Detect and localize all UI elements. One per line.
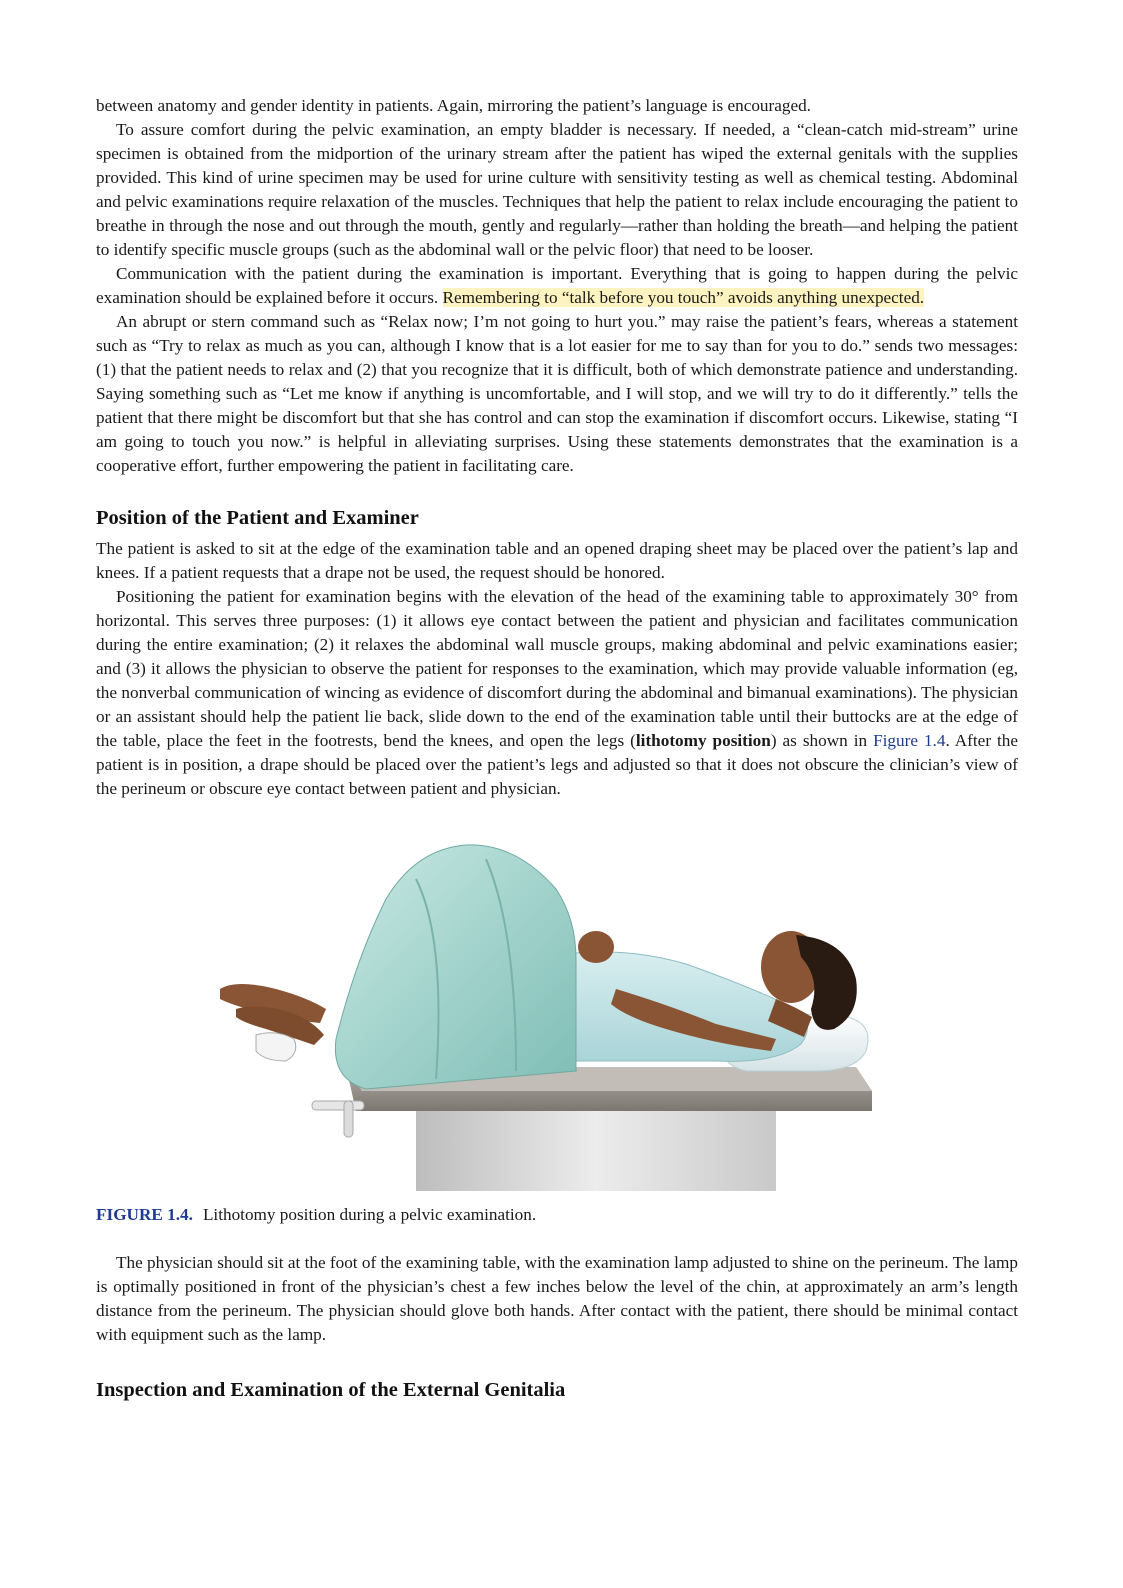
- section-heading-inspection: Inspection and Examination of the External Genitalia: [96, 1379, 566, 1401]
- drape-sheet: [335, 845, 576, 1089]
- positioning-text-end: . After the patient is in position, a drape should be placed over the patient’s legs and adjusted so that it does not obscure the clinician’s view of the perineum or obscure eye contact between patient and physician.: [96, 731, 1019, 798]
- patient-hand: [578, 931, 614, 963]
- figure-caption-text: Lithotomy position during a pelvic examination.: [202, 1205, 537, 1224]
- paragraph-sit-edge: The patient is asked to sit at the edge of the examination table and an opened draping sheet may be placed over the patient’s lap and knees. If a patient requests that a drape not be used, the request should be honored.: [96, 539, 1018, 582]
- paragraph-intro: between anatomy and gender identity in patients. Again, mirroring the patient’s language is encouraged.: [96, 96, 811, 115]
- table-base: [416, 1099, 776, 1191]
- section-heading-position: Position of the Patient and Examiner: [96, 507, 419, 529]
- figure-lithotomy: [96, 839, 1018, 1191]
- stirrup-rod: [312, 1101, 364, 1110]
- lithotomy-term: lithotomy position: [635, 731, 771, 750]
- paragraph-abrupt-command: An abrupt or stern command such as “Relax now; I’m not going to hurt you.” may raise the patient’s fears, whereas a statement such as “Try to relax as much as you can, although I know that is a lot easier for me to say than for you to do.” sends two messages: (1) that the patient needs to relax and (2) that you recognize that it is difficult, both of which demonstrate patience and understanding. Saying something such as “Let me know if anything is uncomfortable, and I will stop, and we will try to do it differently.” tells the patient that there might be discomfort but that she has control and can stop the examination if discomfort occurs. Likewise, stating “I am going to touch you now.” is helpful in alleviating surprises. Using these statements demonstrates that the examination is a cooperative effort, further empowering the patient in facilitating care.: [96, 312, 1018, 475]
- paragraph-communication: [96, 262, 1018, 310]
- communication-text: Communication with the patient during the examination is important. Everything that is going to happen during the pelvic examination should be explained before it occurs.: [96, 264, 1018, 307]
- highlighted-text[interactable]: Remembering to “talk before you touch” avoids anything unexpected.: [442, 288, 925, 307]
- positioning-text-mid: ) as shown in: [770, 731, 874, 750]
- paragraph-bladder: To assure comfort during the pelvic examination, an empty bladder is necessary. If needed, a “clean-catch mid-stream” urine specimen is obtained from the midportion of the urinary stream after the patient has wiped the external genitals with the supplies provided. This kind of urine specimen may be used for urine culture with sensitivity testing as well as chemical testing. Abdominal and pelvic examinations require relaxation of the muscles. Techniques that help the patient to relax include encouraging the patient to breathe in through the nose and out through the mouth, gently and regularly—rather than holding the breath—and helping the patient to identify specific muscle groups (such as the abdominal wall or the pelvic floor) that need to be looser.: [96, 120, 1018, 259]
- figure-label: FIGURE 1.4.: [96, 1205, 193, 1224]
- figure-caption: [96, 1203, 1018, 1227]
- paragraph-positioning: [96, 585, 1018, 801]
- figure-reference-link[interactable]: Figure 1.4: [873, 731, 946, 750]
- positioning-text: Positioning the patient for examination begins with the elevation of the head of the examining table to approximately 30° from horizontal. This serves three purposes: (1) it allows eye contact between the patient and physician and facilitates communication during the entire examination; (2) it relaxes the abdominal wall muscle groups, making abdominal and pelvic examinations easier; and (3) it allows the physician to observe the patient for responses to the examination, which may provide valuable information (eg, the nonverbal communication of wincing as evidence of discomfort during the abdominal and bimanual examinations). The physician or an assistant should help the patient lie back, slide down to the end of the examination table until their buttocks are at the edge of the table, place the feet in the footrests, bend the knees, and open the legs (: [96, 587, 1018, 750]
- lithotomy-illustration: [216, 839, 896, 1191]
- document-page: [96, 94, 1018, 1403]
- footrest: [256, 1033, 296, 1061]
- paragraph-physician-seat: The physician should sit at the foot of the examining table, with the examination lamp adjusted to shine on the perineum. The lamp is optimally positioned in front of the physician’s chest a few inches below the level of the chin, at approximately an arm’s length distance from the perineum. The physician should glove both hands. After contact with the patient, there should be minimal contact with equipment such as the lamp.: [96, 1253, 1018, 1344]
